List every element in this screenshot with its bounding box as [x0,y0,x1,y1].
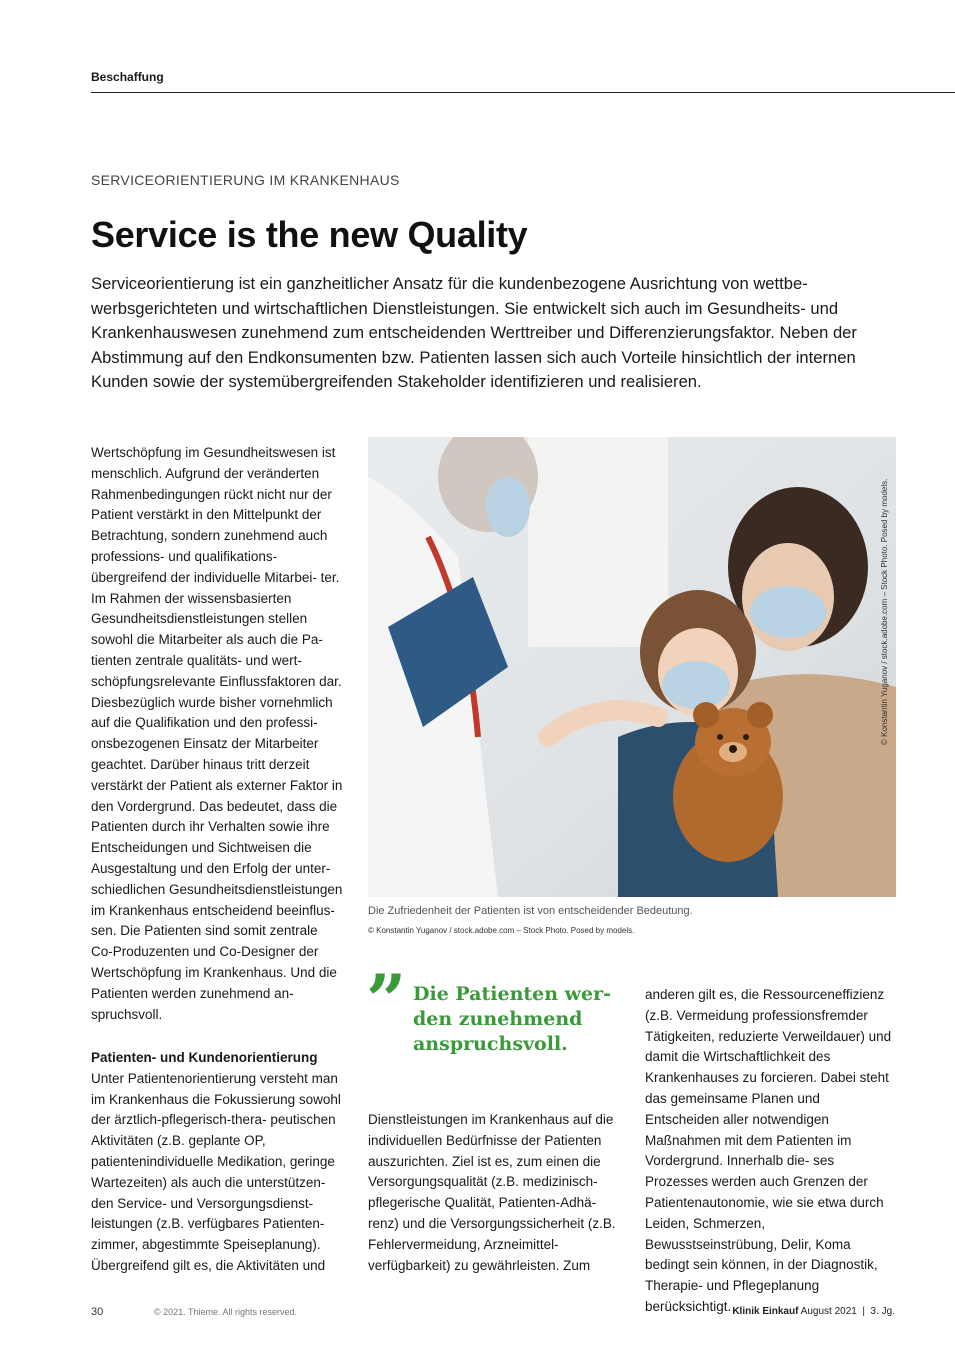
page-number: 30 [91,1306,104,1318]
body-column-3 [645,985,897,1318]
photo-illustration [368,437,896,897]
body-paragraph: Dienstleistungen im Krankenhaus auf die individuellen Bedürfnisse der Patienten auszurichten. Ziel ist es, zum einen die Versorgungsqualität (z.B. medizinisch- pflegerische Qualität, Patienten-Adhä- renz) und die Versorgungssicherheit (z.B. Fehlervermeidung, Arzneimittel- verfügbarkeit) zu gewährleisten. Zum [368,1112,616,1273]
journal-issue: August 2021 | 3. Jg. [800,1306,895,1317]
body-column-2 [368,1110,620,1276]
pull-quote: Die Patienten wer- den zunehmend anspruchsvoll. [413,983,612,1055]
section-subhead: Patienten- und Kundenorientierung [91,1050,318,1065]
body-paragraph: Unter Patientenorientierung versteht man im Krankenhaus die Fokussierung sowohl der ärztlich-pflegerisch-thera- peutischen Aktivitäten (z.B. geplante OP, patientenindividuelle Medikation, geringe Wartezeiten) als auch die unterstützen- den Service- und Versorgungsdienst- leistungen (z.B. verfügbares Patienten- zimmer, abgestimmte Speiseplanung). Übergreifend gilt es, die Aktivitäten und [91,1070,341,1273]
figure-caption: Die Zufriedenheit der Patienten ist von entscheidender Bedeutung. [368,905,693,917]
article-photo [368,437,896,897]
article-title: Service is the new Quality [91,214,528,255]
article-lead: Serviceorientierung ist ein ganzheitlicher Ansatz für die kundenbezogene Ausrichtung von wettbe- werbsgerichteten und wirtschaftlichen Dienstleistungen. Sie entwickelt sich auch im Gesundheits- und Krankenhauswesen zunehmend zum entscheidenden Werttreiber und Differenzierungsfaktor. Neben der Abstimmung auf den Endkonsumenten bzw. Patienten lassen sich auch Vorteile hinsichtlich der internen Kunden sowie der systemübergreifenden Stakeholder identifizieren und realisieren. [91,274,857,391]
photo-credit-vertical: © Konstantin Yuganov / stock.adobe.com – Stock Photo. Posed by models. [880,478,889,745]
body-paragraph: Wertschöpfung im Gesundheitswesen ist menschlich. Aufgrund der veränderten Rahmenbedingungen rückt nicht nur der Patient verstärkt in den Mittelpunkt der Betrachtung, sondern zunehmend auch professions- und qualifikations- übergreifend der individuelle Mitarbei- ter. Im Rahmen der wissensbasierten Gesundheitsdienstleistungen stellen sowohl die Mitarbeiter als auch die Pa- tienten zentrale qualitäts- und wert- schöpfungsrelevante Einflussfaktoren dar. Diesbezüglich wurde bisher vornehmlich auf die Qualifikation und den professi- onsbezogenen Einsatz der Mitarbeiter geachtet. Darüber hinaus tritt derzeit verstärkt der Patient als externer Faktor in den Vordergrund. Das bedeutet, dass die Patienten durch ihr Verhalten sowie ihre Entscheidungen und Sichtweisen die Ausgestaltung und den Erfolg der unter- schiedlichen Gesundheitsdienstleistungen im Krankenhaus entscheidend beeinflus- sen. Die Patienten sind somit zentrale Co-Produzenten und Co-Designer der Wertschöpfung im Krankenhaus. Und die Patienten werden zunehmend an- spruchsvoll. [91,445,343,1022]
body-column-1 [91,443,343,1025]
journal-name: Klinik Einkauf [732,1306,799,1317]
body-column-1-section [91,1048,343,1277]
header-rule [91,92,955,93]
figure-credit: © Konstantin Yuganov / stock.adobe.com – Stock Photo. Posed by models. [368,926,635,935]
body-paragraph: anderen gilt es, die Ressourceneffizienz (z.B. Vermeidung professionsfremder Tätigkeiten, reduzierte Verweildauer) und damit die Wirtschaftlichkeit des Krankenhauses zu forcieren. Dabei steht das gemeinsame Planen und Entscheiden aller notwendigen Maßnahmen mit dem Patienten im Vordergrund. Innerhalb die- ses Prozesses werden auch Grenzen der Patientenautonomie, wie sie etwa durch Leiden, Schmerzen, Bewusstseinstrübung, Delir, Koma bedingt sein können, in der Diagnostik, Therapie- und Pflegeplanung berücksichtigt. [645,987,892,1314]
section-label: Beschaffung [91,70,164,84]
footer-journal-info [732,1306,895,1317]
article-kicker: SERVICEORIENTIERUNG IM KRANKENHAUS [91,172,400,188]
quote-mark-icon: ” [366,959,407,1042]
footer-copyright: © 2021. Thieme. All rights reserved. [154,1307,298,1317]
